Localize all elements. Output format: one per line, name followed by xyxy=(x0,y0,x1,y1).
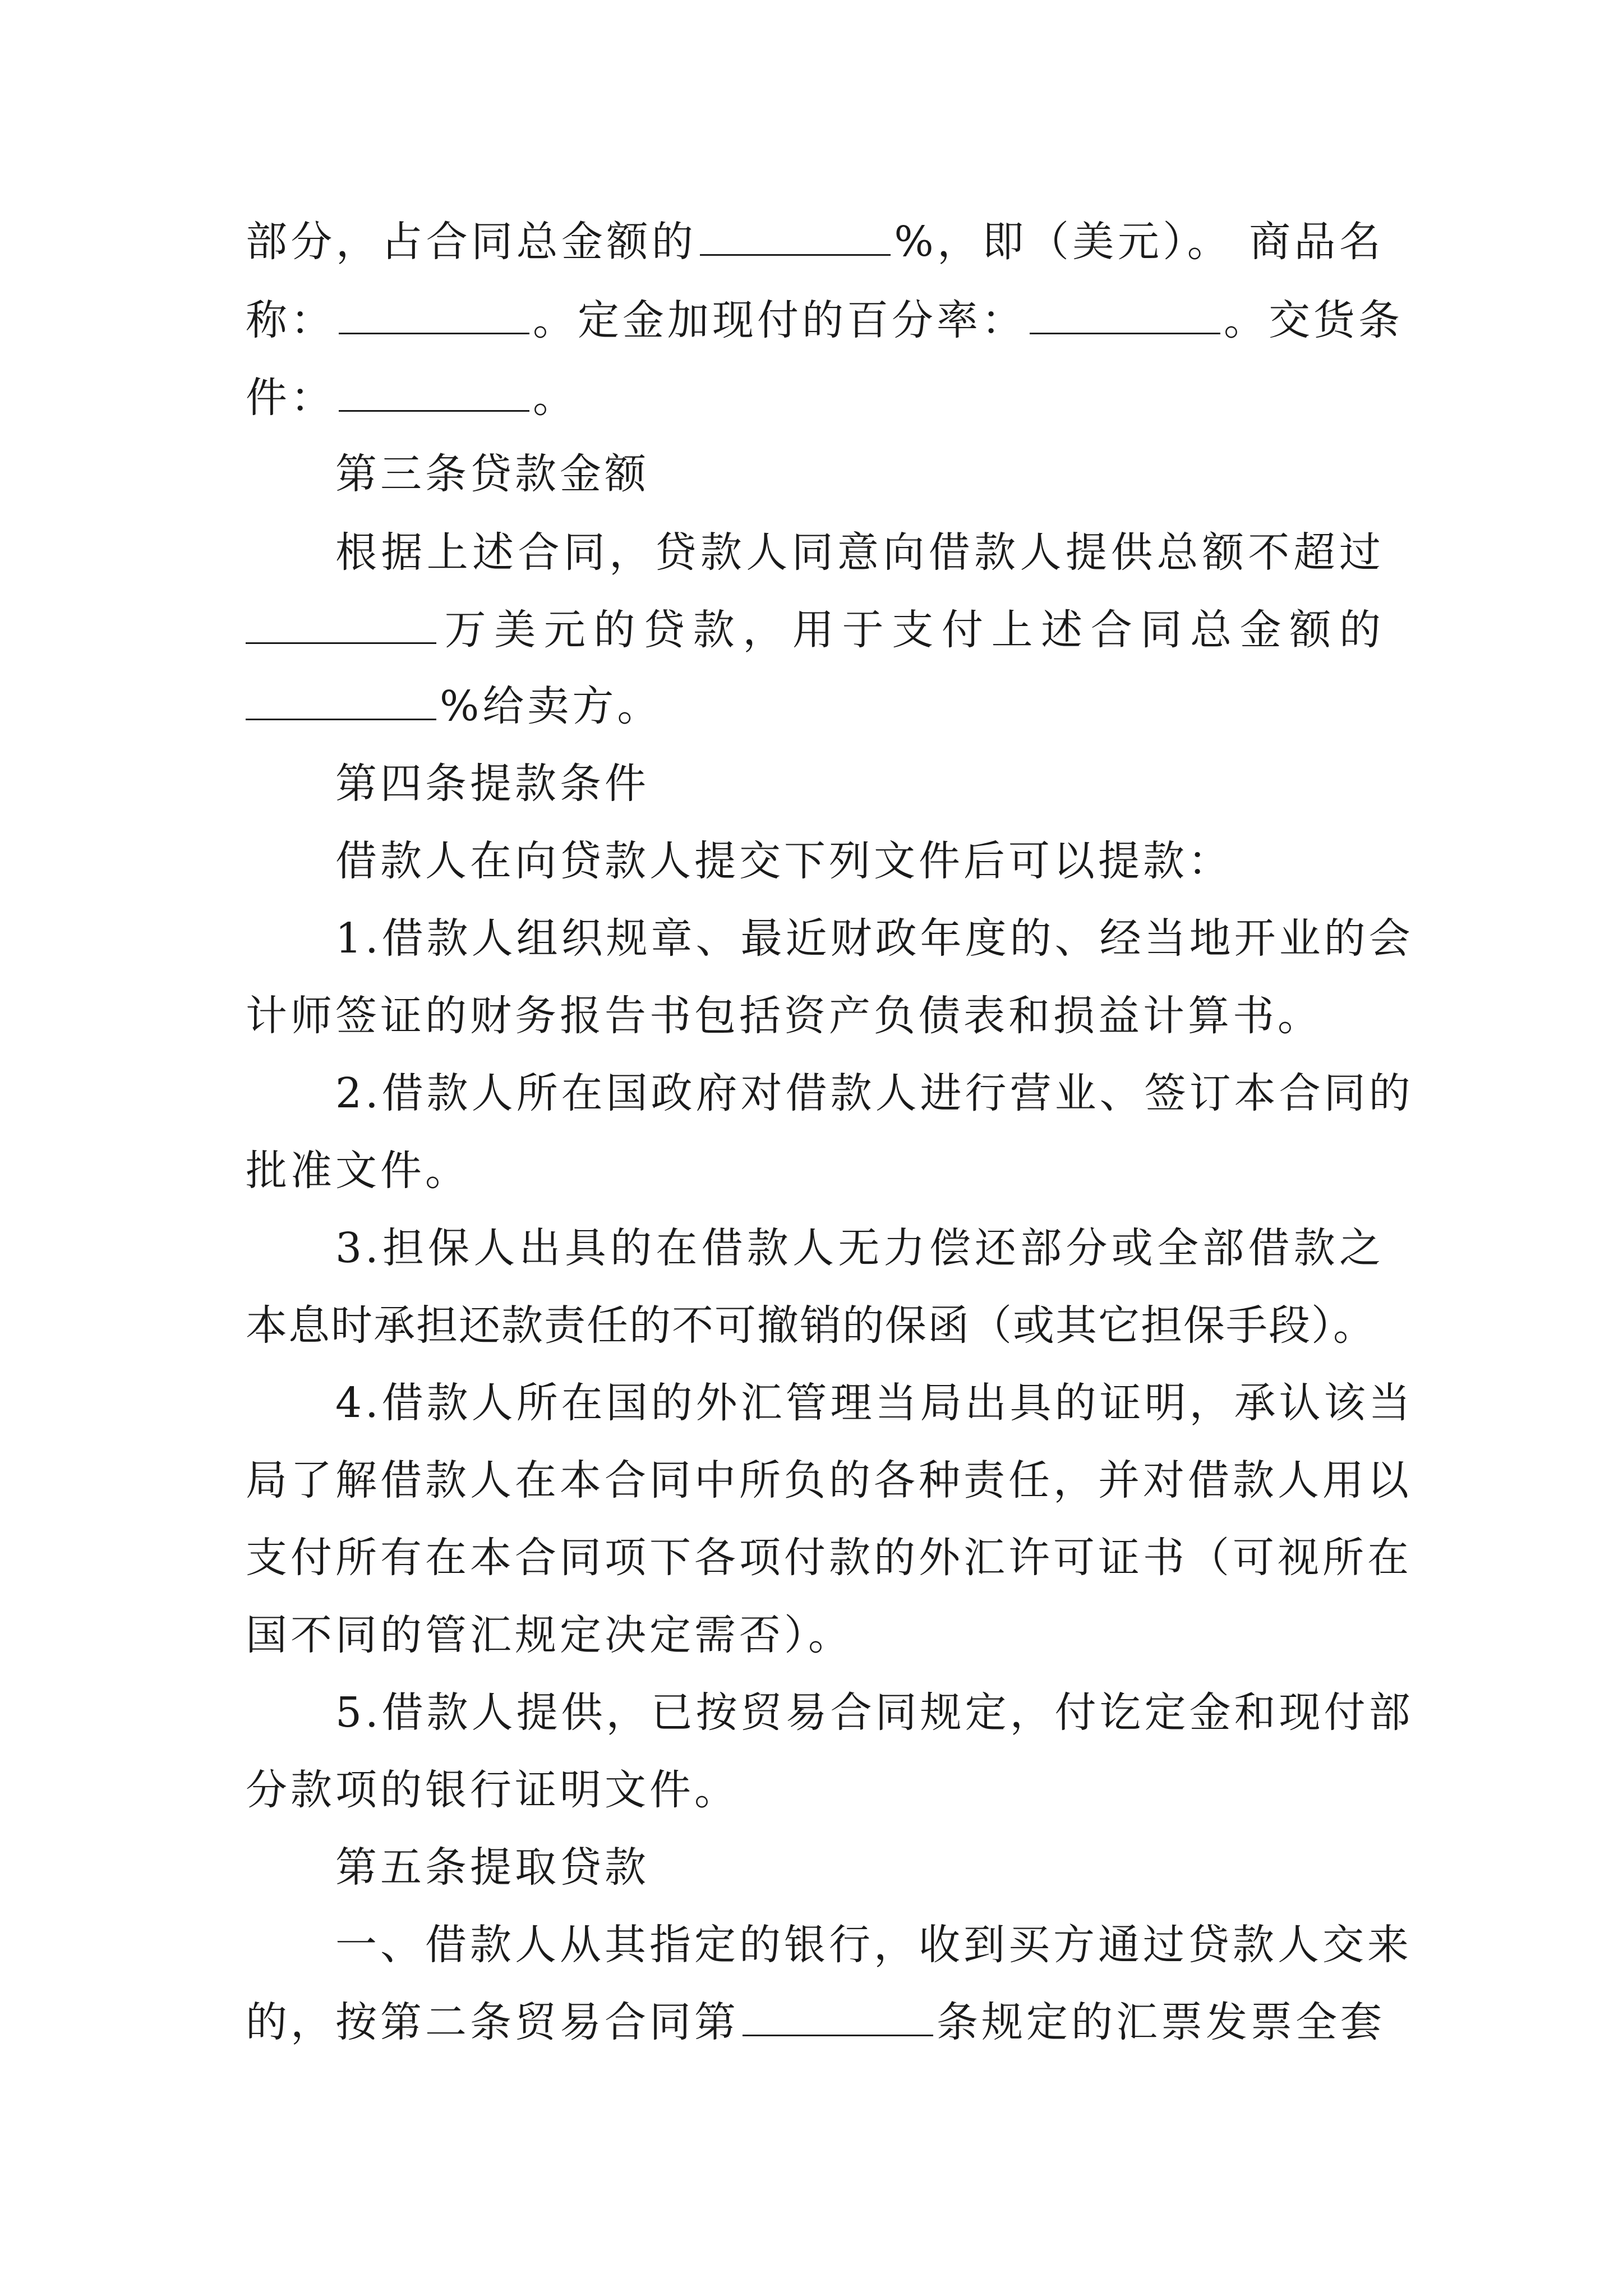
blank-field xyxy=(246,684,436,720)
blank-field xyxy=(339,375,529,412)
text-line: 称： 。定金加现付的百分率： 。交货条 xyxy=(246,296,1403,344)
text-line: 一、借款人从其指定的银行，收到买方通过贷款人交来 xyxy=(335,1921,1412,1969)
text-line: 批准文件。 xyxy=(246,1147,470,1195)
section-heading: 第三条贷款金额 xyxy=(335,450,649,498)
section-heading: 第五条提取贷款 xyxy=(335,1843,649,1892)
list-item: 3.担保人出具的在借款人无力偿还部分或全部借款之 xyxy=(335,1224,1384,1272)
blank-field xyxy=(246,608,436,644)
text-line: %给卖方。 xyxy=(246,681,1384,731)
text-line: 根据上述合同，贷款人同意向借款人提供总额不超过 xyxy=(335,528,1384,577)
blank-field xyxy=(743,2000,933,2036)
list-item: 5.借款人提供，已按贸易合同规定，付讫定金和现付部 xyxy=(335,1688,1414,1737)
text-line: 件： 。 xyxy=(246,374,578,422)
text-line: 计师签证的财务报告书包括资产负债表和损益计算书。 xyxy=(246,992,1322,1040)
text-line: 本息时承担还款责任的不可撤销的保函（或其它担保手段）。 xyxy=(246,1301,1376,1350)
text-line: 国不同的管汇规定决定需否）。 xyxy=(246,1611,853,1659)
list-item: 2.借款人所在国政府对借款人进行营业、签订本合同的 xyxy=(335,1069,1414,1117)
text-line: 支付所有在本合同项下各项付款的外汇许可证书（可视所在 xyxy=(246,1534,1412,1582)
blank-field xyxy=(1030,298,1220,334)
blank-field xyxy=(700,219,891,256)
text-line: 部分，占合同总金额的 %，即（美元）。 商品名 xyxy=(246,218,1384,266)
list-item: 4.借款人所在国的外汇管理当局出具的证明，承认该当 xyxy=(335,1379,1414,1427)
text-line: 分款项的银行证明文件。 xyxy=(246,1766,739,1814)
text-line: 局了解借款人在本合同中所负的各种责任，并对借款人用以 xyxy=(246,1456,1412,1504)
section-heading: 第四条提款条件 xyxy=(335,760,649,808)
text-line: 万美元的贷款，用于支付上述合同总金额的 xyxy=(246,605,1384,655)
text-line: 借款人在向贷款人提交下列文件后可以提款： xyxy=(335,837,1233,885)
text-line: 的，按第二条贸易合同第 条规定的汇票发票全套 xyxy=(246,1998,1385,2046)
list-item: 1.借款人组织规章、最近财政年度的、经当地开业的会 xyxy=(335,914,1414,963)
blank-field xyxy=(339,298,529,334)
